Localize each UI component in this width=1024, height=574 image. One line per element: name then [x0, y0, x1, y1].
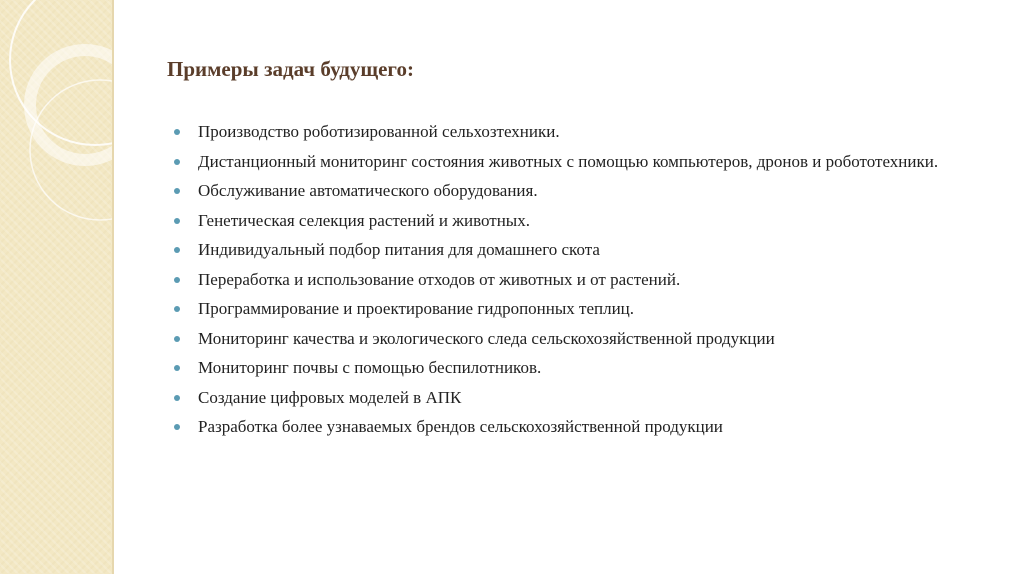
list-item-text: Индивидуальный подбор питания для домашнего скота — [198, 240, 600, 259]
decorative-side-panel — [0, 0, 112, 574]
list-item-text: Программирование и проектирование гидропонных теплиц. — [198, 299, 635, 318]
list-item — [174, 357, 964, 379]
list-item — [174, 387, 964, 409]
list-item — [174, 121, 964, 143]
bullet-icon — [174, 395, 180, 401]
side-panel-edge — [112, 0, 114, 574]
list-item-text: Мониторинг качества и экологического следа сельскохозяйственной продукции — [198, 328, 775, 348]
list-item — [174, 210, 964, 232]
list-item — [174, 298, 964, 320]
slide-title: Примеры задач будущего: — [167, 57, 414, 81]
list-item-text: Разработка более узнаваемых брендов сельскохозяйственной продукции — [198, 417, 723, 436]
bullet-icon — [174, 247, 180, 253]
bullet-icon — [174, 218, 180, 224]
decorative-swirl-icon — [0, 0, 112, 574]
list-item-text: Дистанционный мониторинг состояния животных с помощью компьютеров, дронов и робототехники. — [198, 151, 939, 171]
list-item — [174, 269, 964, 291]
list-item-text: Переработка и использование отходов от животных и от растений. — [198, 269, 681, 289]
bullet-icon — [174, 365, 180, 371]
list-item — [174, 151, 964, 173]
list-item — [174, 180, 964, 202]
bullet-icon — [174, 306, 180, 312]
bullet-icon — [174, 277, 180, 283]
list-item — [174, 328, 964, 350]
list-item — [174, 416, 964, 438]
list-item — [174, 239, 964, 261]
list-item-text: Обслуживание автоматического оборудования. — [198, 181, 538, 200]
bullet-icon — [174, 424, 180, 430]
bullet-icon — [174, 336, 180, 342]
list-item-text: Мониторинг почвы с помощью беспилотников. — [198, 358, 542, 377]
task-list — [174, 121, 964, 446]
list-item-text: Создание цифровых моделей в АПК — [198, 387, 462, 407]
list-item-text: Генетическая селекция растений и животных. — [198, 210, 530, 230]
bullet-icon — [174, 188, 180, 194]
list-item-text: Производство роботизированной сельхозтехники. — [198, 122, 560, 141]
bullet-icon — [174, 129, 180, 135]
bullet-icon — [174, 159, 180, 165]
